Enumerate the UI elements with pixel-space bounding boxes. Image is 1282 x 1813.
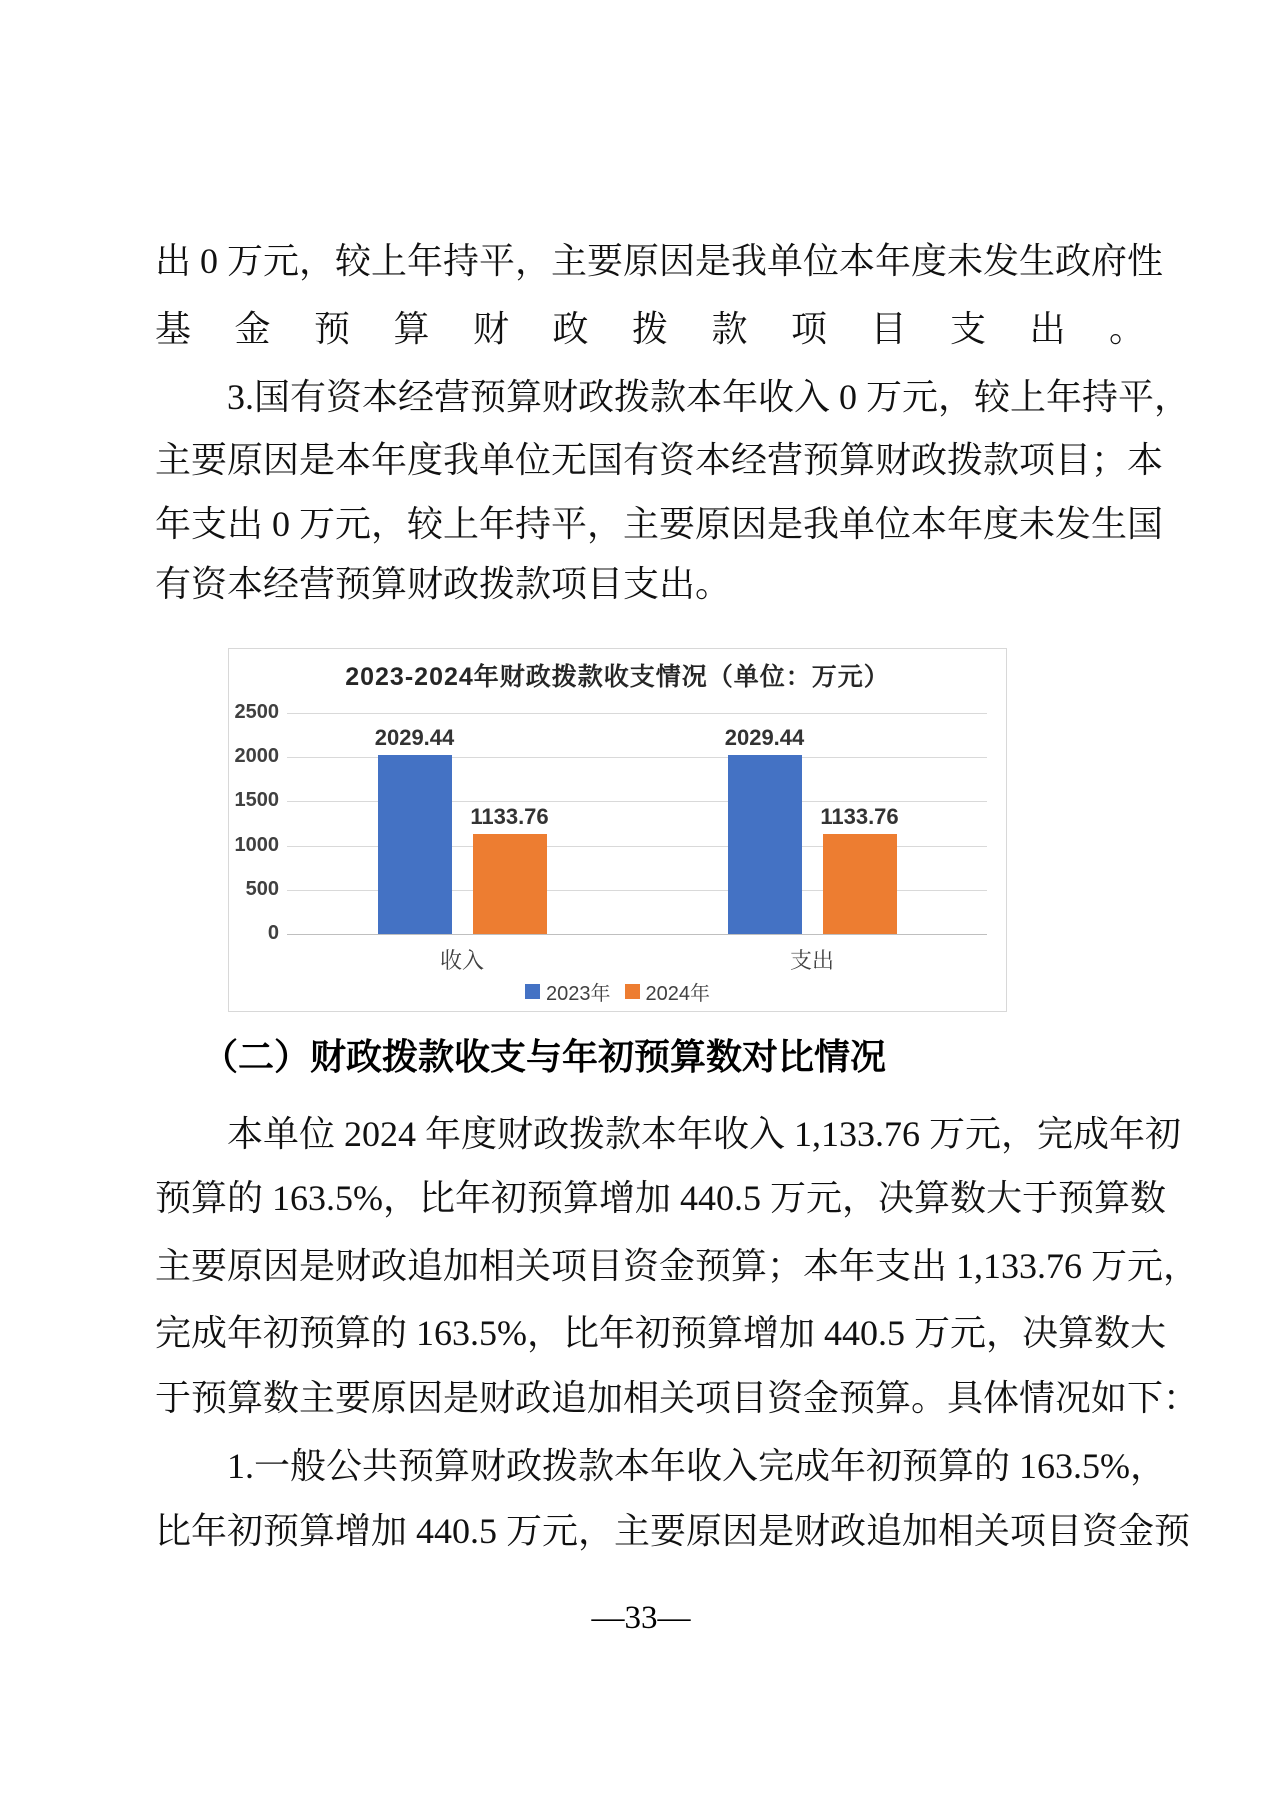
page-number: —33— bbox=[591, 1600, 691, 1636]
legend-item-2023年 bbox=[525, 977, 611, 1006]
bar-2024年-收入 bbox=[473, 834, 547, 934]
body-line: 预算的 163.5%，比年初预算增加 440.5 万元，决算数大于预算数 bbox=[155, 1178, 1166, 1218]
legend-swatch-icon bbox=[525, 984, 540, 999]
section-heading: （二）财政拨款收支与年初预算数对比情况 bbox=[202, 1037, 887, 1077]
bar-chart bbox=[228, 648, 1007, 1012]
legend-label: 2023年 bbox=[546, 983, 611, 1005]
y-axis-tick-label: 2000 bbox=[234, 745, 279, 768]
chart-title: 2023-2024年财政拨款收支情况（单位：万元） bbox=[345, 663, 890, 691]
body-line: 3.国有资本经营预算财政拨款本年收入 0 万元，较上年持平， bbox=[227, 377, 1191, 417]
x-axis-category-label: 支出 bbox=[789, 948, 835, 973]
bar-2023年-收入 bbox=[378, 755, 452, 934]
legend-label: 2024年 bbox=[645, 983, 710, 1005]
y-axis-tick-label: 0 bbox=[267, 922, 279, 944]
body-line: 年支出 0 万元，较上年持平，主要原因是我单位本年度未发生国 bbox=[155, 504, 1164, 544]
body-line: 本单位 2024 年度财政拨款本年收入 1,133.76 万元，完成年初 bbox=[227, 1114, 1182, 1154]
chart-legend bbox=[229, 977, 1006, 1006]
y-axis-tick-label: 500 bbox=[245, 877, 279, 900]
x-axis-line bbox=[287, 934, 987, 935]
body-line: 有资本经营预算财政拨款项目支出。 bbox=[155, 564, 732, 604]
y-axis-tick-label: 1000 bbox=[234, 833, 279, 856]
bar-value-label: 1133.76 bbox=[470, 803, 549, 829]
body-line: 主要原因是本年度我单位无国有资本经营预算财政拨款项目；本 bbox=[155, 440, 1164, 480]
body-line: 比年初预算增加 440.5 万元，主要原因是财政追加相关项目资金预 bbox=[155, 1511, 1191, 1551]
bar-value-label: 2029.44 bbox=[724, 724, 805, 750]
body-line: 于预算数主要原因是财政追加相关项目资金预算。具体情况如下： bbox=[155, 1378, 1200, 1418]
bar-value-label: 1133.76 bbox=[820, 803, 899, 829]
y-axis-tick-label: 2500 bbox=[234, 701, 279, 723]
x-axis-category-label: 收入 bbox=[439, 948, 485, 973]
body-line: 出 0 万元，较上年持平，主要原因是我单位本年度未发生政府性 bbox=[155, 241, 1164, 281]
y-axis-tick-label: 1500 bbox=[234, 789, 279, 812]
body-line: 基金预算财政拨款项目支出。 bbox=[155, 309, 1145, 349]
gridline bbox=[287, 713, 987, 714]
legend-item-2024年 bbox=[625, 977, 711, 1006]
body-line: 主要原因是财政追加相关项目资金预算；本年支出 1,133.76 万元， bbox=[155, 1246, 1200, 1286]
legend-swatch-icon bbox=[625, 984, 640, 999]
bar-2023年-支出 bbox=[728, 755, 802, 934]
bar-value-label: 2029.44 bbox=[374, 724, 455, 750]
bar-2024年-支出 bbox=[823, 834, 897, 934]
body-line: 完成年初预算的 163.5%，比年初预算增加 440.5 万元，决算数大 bbox=[155, 1313, 1166, 1353]
body-line: 1.一般公共预算财政拨款本年收入完成年初预算的 163.5%， bbox=[227, 1446, 1166, 1486]
